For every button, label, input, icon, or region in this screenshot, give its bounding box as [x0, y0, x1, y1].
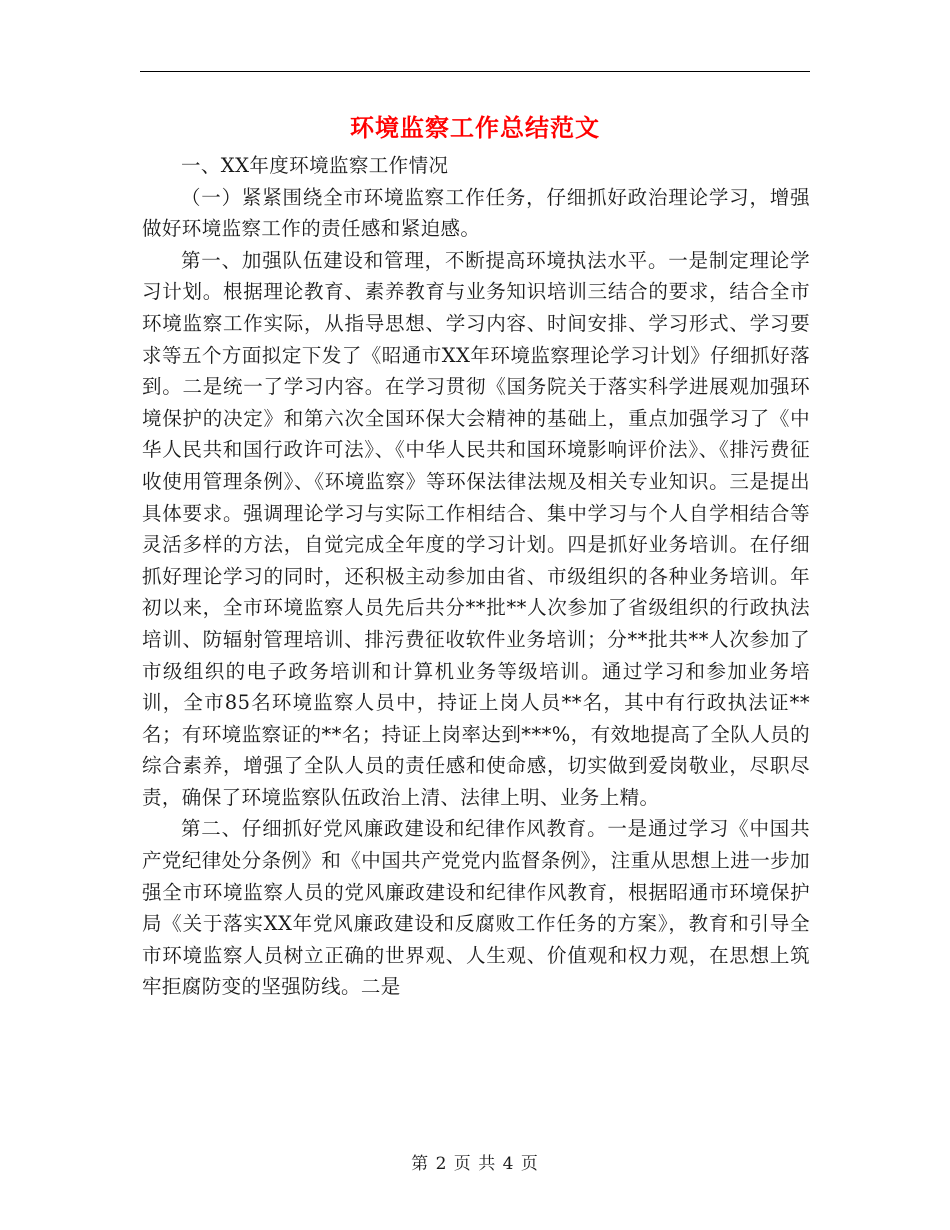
- header-rule: [140, 71, 810, 72]
- section-heading: 一、XX年度环境监察工作情况: [181, 154, 449, 177]
- paragraph: （一）紧紧围绕全市环境监察工作任务，仔细抓好政治理论学习，增强做好环境监察工作的责任感和紧迫感。: [142, 185, 810, 241]
- paragraph: 第一、加强队伍建设和管理，不断提高环境执法水平。一是制定理论学习计划。根据理论教育、素养教育与业务知识培训三结合的要求，结合全市环境监察工作实际，从指导思想、学习内容、时间安排、学习形式、学习要求等五个方面拟定下发了《昭通市XX年环境监察理论学习计划》仔细抓好落到。二是统一了学习内容。在学习贯彻《国务院关于落实科学进展观加强环境保护的决定》和第六次全国环保大会精神的基础上，重点加强学习了《中华人民共和国行政许可法》、《中华人民共和国环境影响评价法》、《排污费征收使用管理条例》、《环境监察》等环保法律法规及相关专业知识。三是提出具体要求。强调理论学习与实际工作相结合、集中学习与个人自学相结合等灵活多样的方法，自觉完成全年度的学习计划。四是抓好业务培训。在仔细抓好理论学习的同时，还积极主动参加由省、市级组织的各种业务培训。年初以来，全市环境监察人员先后共分**批**人次参加了省级组织的行政执法培训、防辐射管理培训、排污费征收软件业务培训；分**批共**人次参加了市级组织的电子政务培训和计算机业务等级培训。通过学习和参加业务培训，全市85名环境监察人员中，持证上岗人员**名，其中有行政执法证**名；有环境监察证的**名；持证上岗率达到***%，有效地提高了全队人员的综合素养，增强了全队人员的责任感和使命感，切实做到爱岗敬业，尽职尽责，确保了环境监察队伍政治上清、法律上明、业务上精。: [142, 248, 810, 809]
- document-body: [142, 150, 810, 1003]
- document-title: 环境监察工作总结范文: [350, 113, 600, 142]
- paragraph: 第二、仔细抓好党风廉政建设和纪律作风教育。一是通过学习《中国共产党纪律处分条例》和《中国共产党党内监督条例》，注重从思想上进一步加强全市环境监察人员的党风廉政建设和纪律作风教育，根据昭通市环境保护局《关于落实XX年党风廉政建设和反腐败工作任务的方案》，教育和引导全市环境监察人员树立正确的世界观、人生观、价值观和权力观，在思想上筑牢拒腐防变的坚强防线。二是: [142, 817, 810, 999]
- page-number: 第 2 页 共 4 页: [411, 1154, 539, 1174]
